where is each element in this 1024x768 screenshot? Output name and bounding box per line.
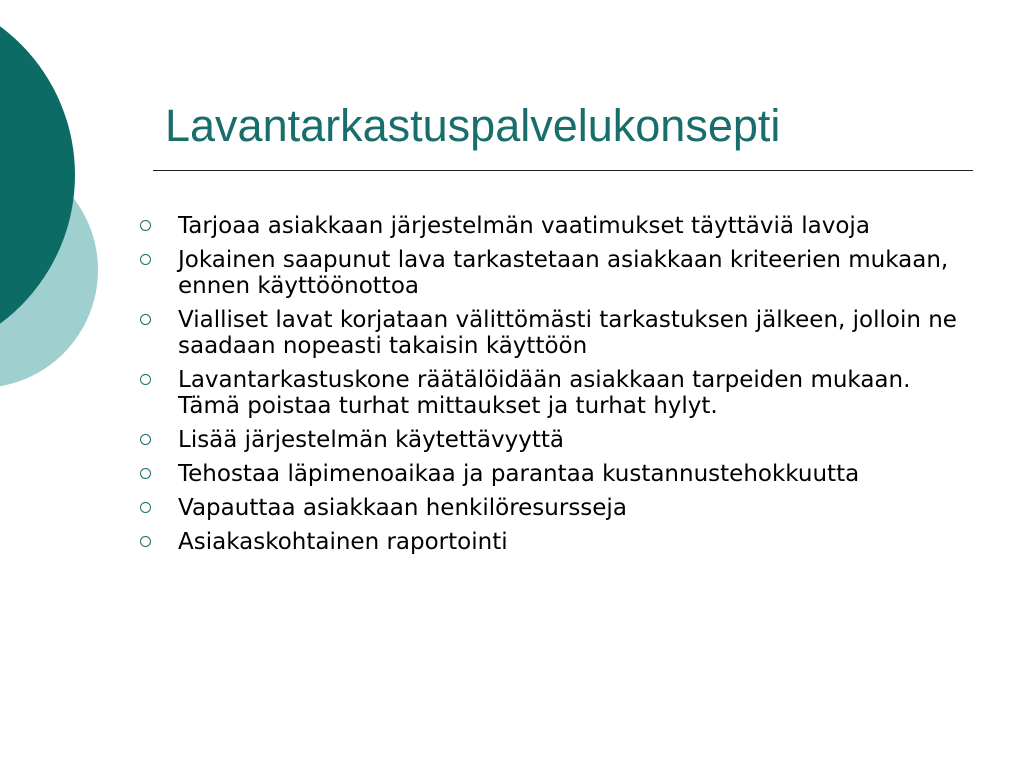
bullet-item [140, 213, 970, 239]
bullet-circle-icon [140, 220, 151, 231]
bullet-item [140, 367, 970, 419]
bullet-list [140, 213, 970, 563]
bullet-circle-icon [140, 314, 151, 325]
bullet-text: Asiakaskohtainen raportointi [178, 529, 508, 555]
slide-title: Lavantarkastuspalvelukonsepti [165, 100, 781, 151]
bullet-text: Jokainen saapunut lava tarkastetaan asiakkaan kriteerien mukaan, ennen käyttöönottoa [178, 247, 949, 299]
bullet-text: Vapauttaa asiakkaan henkilöresursseja [178, 495, 627, 521]
bullet-circle-icon [140, 374, 151, 385]
bullet-circle-icon [140, 254, 151, 265]
bullet-circle-icon [140, 536, 151, 547]
bullet-item [140, 427, 970, 453]
bullet-item [140, 307, 970, 359]
bullet-item [140, 461, 970, 487]
bullet-text: Tarjoaa asiakkaan järjestelmän vaatimukset täyttäviä lavoja [178, 213, 870, 239]
bullet-circle-icon [140, 434, 151, 445]
bullet-item [140, 247, 970, 299]
bullet-text: Tehostaa läpimenoaikaa ja parantaa kustannustehokkuutta [178, 461, 860, 487]
bullet-item [140, 495, 970, 521]
bullet-text: Lisää järjestelmän käytettävyyttä [178, 427, 564, 453]
decorative-circles [0, 0, 110, 420]
bullet-circle-icon [140, 468, 151, 479]
bullet-text: Lavantarkastuskone räätälöidään asiakkaan tarpeiden mukaan. Tämä poistaa turhat mittaukset ja turhat hylyt. [178, 367, 911, 419]
bullet-text: Vialliset lavat korjataan välittömästi tarkastuksen jälkeen, jolloin ne saadaan nopeasti takaisin käyttöön [178, 307, 957, 359]
title-divider [153, 170, 973, 171]
bullet-item [140, 529, 970, 555]
bullet-circle-icon [140, 502, 151, 513]
